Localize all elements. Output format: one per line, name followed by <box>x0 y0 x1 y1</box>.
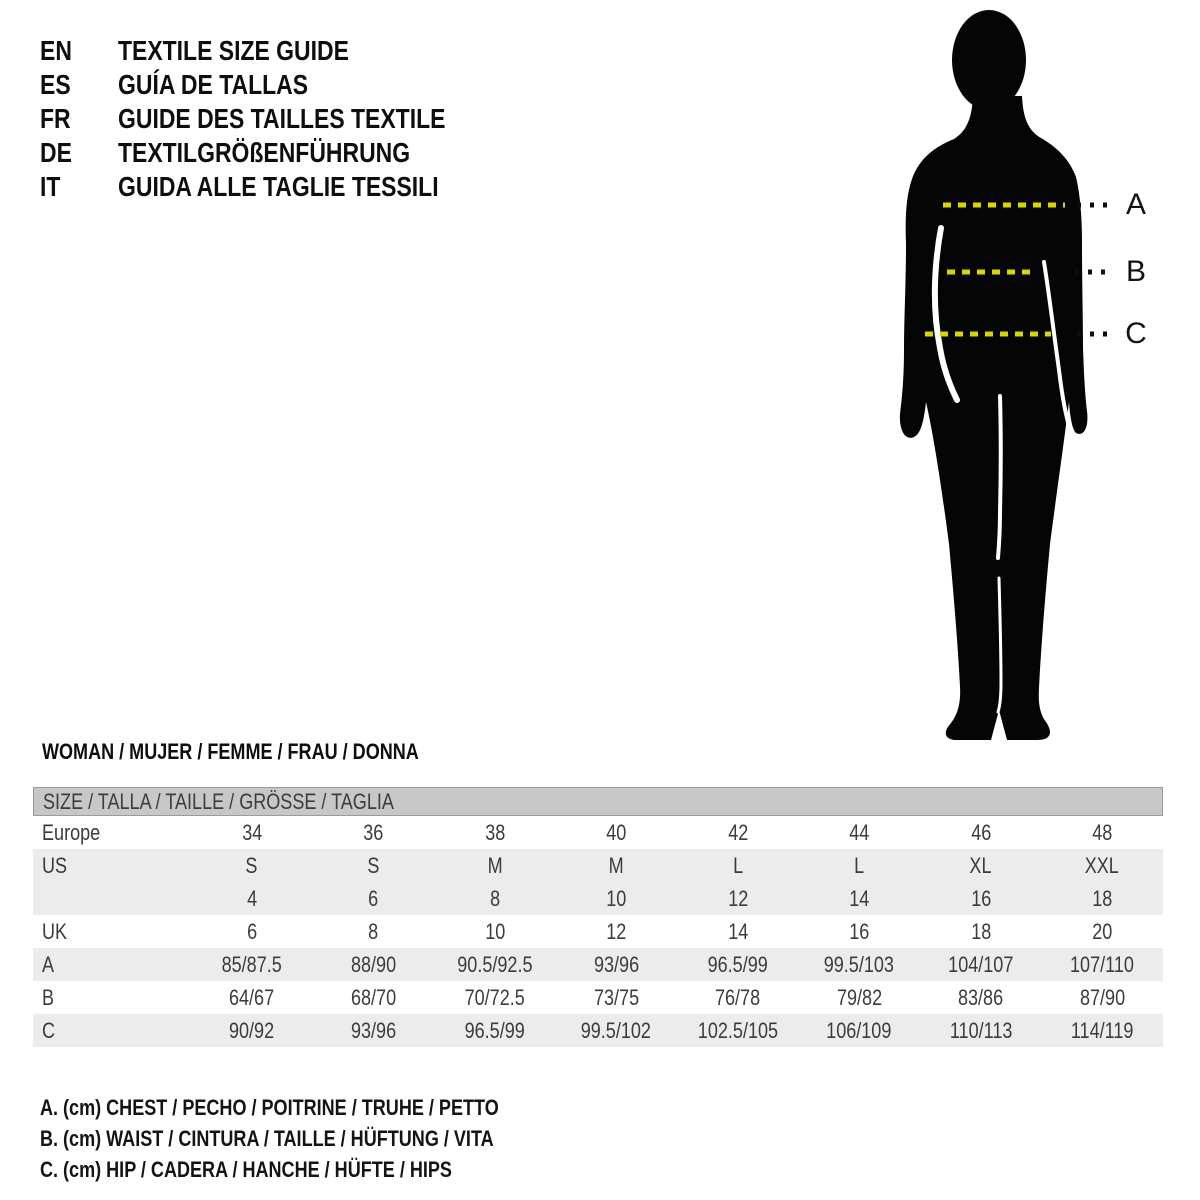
size-table <box>33 787 1163 1047</box>
row-label: C <box>42 1017 56 1043</box>
silhouette-body <box>900 96 1088 740</box>
lang-code: ES <box>40 69 71 100</box>
measure-label-c: C <box>1125 317 1147 350</box>
table-row-us: US S S M M L L XL XXL <box>33 849 1163 882</box>
measurement-notes <box>40 1092 599 1185</box>
lang-title: TEXTILE SIZE GUIDE <box>118 35 349 66</box>
note-chest: A. (cm) CHEST / PECHO / POITRINE / TRUHE / PETTO <box>40 1095 499 1120</box>
lang-title: GUIDE DES TAILLES TEXTILE <box>118 103 446 134</box>
measurement-figure <box>855 0 1155 760</box>
table-row-chest-a: A 85/87.5 88/90 90.5/92.5 93/96 96.5/99 99.5/103 104/107 107/110 <box>33 948 1163 981</box>
row-label: A <box>42 951 55 977</box>
table-row-us-numeric: 4 6 8 10 12 14 16 18 <box>33 882 1163 915</box>
note-hip: C. (cm) HIP / CADERA / HANCHE / HÜFTE / HIPS <box>40 1157 452 1182</box>
section-title: WOMAN / MUJER / FEMME / FRAU / DONNA <box>42 739 419 764</box>
lang-title: TEXTILGRÖßENFÜHRUNG <box>118 137 411 168</box>
table-row-europe: Europe 34 36 38 40 42 44 46 48 <box>33 816 1163 849</box>
lang-title: GUÍA DE TALLAS <box>118 69 309 100</box>
row-label: B <box>42 984 55 1010</box>
size-table-header: SIZE / TALLA / TAILLE / GRÖSSE / TAGLIA <box>33 787 1163 816</box>
lang-row-es <box>40 68 517 102</box>
lang-code: DE <box>40 137 72 168</box>
row-label: US <box>42 852 68 878</box>
measure-label-b: B <box>1125 255 1146 288</box>
lang-row-fr <box>40 102 517 136</box>
language-guide-list <box>40 34 517 204</box>
row-label: Europe <box>42 819 101 845</box>
lang-row-it <box>40 170 517 204</box>
lang-row-de <box>40 136 517 170</box>
silhouette-head <box>952 10 1026 110</box>
lang-code: EN <box>40 35 72 66</box>
row-label <box>33 886 191 912</box>
lang-title: GUIDA ALLE TAGLIE TESSILI <box>118 171 439 202</box>
row-label: UK <box>42 918 68 944</box>
lang-code: FR <box>40 103 71 134</box>
measure-label-a: A <box>1125 188 1146 221</box>
lang-row-en <box>40 34 517 68</box>
note-waist: B. (cm) WAIST / CINTURA / TAILLE / HÜFTUNG / VITA <box>40 1126 494 1151</box>
woman-silhouette <box>855 0 1155 760</box>
table-row-hip-c: C 90/92 93/96 96.5/99 99.5/102 102.5/105 106/109 110/113 114/119 <box>33 1014 1163 1047</box>
lang-code: IT <box>40 171 61 202</box>
table-row-waist-b: B 64/67 68/70 70/72.5 73/75 76/78 79/82 83/86 87/90 <box>33 981 1163 1014</box>
table-row-uk: UK 6 8 10 12 14 16 18 20 <box>33 915 1163 948</box>
